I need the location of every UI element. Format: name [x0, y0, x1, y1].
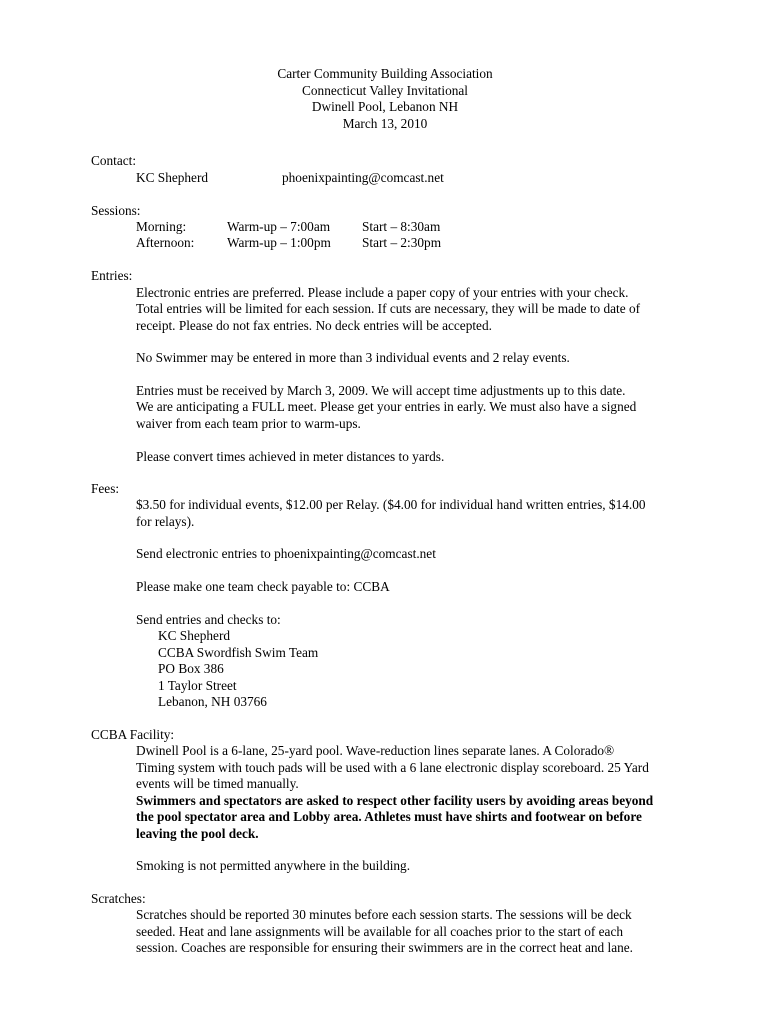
facility-text: Timing system with touch pads will be used with a 6 lane electronic display scoreboard. 25 Yard — [136, 760, 649, 775]
address-line: 1 Taylor Street — [158, 678, 237, 693]
morning-label: Morning: — [136, 219, 187, 234]
fees-send-text: Send entries and checks to: — [136, 612, 281, 627]
fees-payable-text: Please make one team check payable to: CCBA — [136, 579, 390, 594]
fees-label: Fees: — [91, 481, 120, 496]
scratches-text: Scratches should be reported 30 minutes before each session starts. The sessions will be deck — [136, 907, 632, 922]
address-line: PO Box 386 — [158, 661, 224, 676]
contact-label: Contact: — [91, 153, 137, 168]
facility-label: CCBA Facility: — [91, 727, 175, 742]
address-line: CCBA Swordfish Swim Team — [158, 645, 319, 660]
entries-convert-text: Please convert times achieved in meter distances to yards. — [136, 449, 445, 464]
fees-text: for relays). — [136, 514, 195, 529]
entries-text: Total entries will be limited for each session. If cuts are necessary, they will be made to date of — [136, 301, 641, 316]
morning-start: Start – 8:30am — [362, 219, 441, 234]
entries-deadline-text: waiver from each team prior to warm-ups. — [136, 416, 361, 431]
meet-location: Dwinell Pool, Lebanon NH — [311, 99, 459, 115]
facility-text: Dwinell Pool is a 6-lane, 25-yard pool. Wave-reduction lines separate lanes. A Colorado® — [136, 743, 615, 758]
facility-notice: leaving the pool deck. — [136, 826, 259, 841]
entries-limit-text: No Swimmer may be entered in more than 3 individual events and 2 relay events. — [136, 350, 570, 365]
meet-name: Connecticut Valley Invitational — [302, 82, 468, 98]
afternoon-warmup: Warm-up – 1:00pm — [227, 235, 331, 250]
facility-notice: the pool spectator area and Lobby area. Athletes must have shirts and footwear on before — [136, 809, 642, 824]
document-header — [0, 66, 770, 132]
fees-email-text: Send electronic entries to phoenixpainting@comcast.net — [136, 546, 436, 561]
fees-text: $3.50 for individual events, $12.00 per Relay. ($4.00 for individual hand written entries, $14.00 — [136, 497, 646, 512]
address-line: Lebanon, NH 03766 — [158, 694, 267, 709]
entries-text: Electronic entries are preferred. Please include a paper copy of your entries with your check. — [136, 285, 629, 300]
afternoon-label: Afternoon: — [136, 235, 195, 250]
contact-email: phoenixpainting@comcast.net — [282, 170, 444, 185]
contact-name: KC Shepherd — [136, 170, 209, 185]
entries-deadline-text: We are anticipating a FULL meet. Please get your entries in early. We must also have a signed — [136, 399, 637, 414]
entries-deadline-text: Entries must be received by March 3, 2009. We will accept time adjustments up to this date. — [136, 383, 626, 398]
scratches-label: Scratches: — [91, 891, 146, 906]
scratches-text: session. Coaches are responsible for ensuring their swimmers are in the correct heat and lane. — [136, 940, 633, 955]
sessions-label: Sessions: — [91, 203, 141, 218]
smoking-text: Smoking is not permitted anywhere in the building. — [136, 858, 411, 873]
afternoon-start: Start – 2:30pm — [362, 235, 442, 250]
facility-notice: Swimmers and spectators are asked to respect other facility users by avoiding areas beyond — [136, 793, 654, 808]
morning-warmup: Warm-up – 7:00am — [227, 219, 331, 234]
org-name: Carter Community Building Association — [277, 66, 493, 81]
scratches-text: seeded. Heat and lane assignments will be available for all coaches prior to the start of each — [136, 924, 623, 939]
meet-date: March 13, 2010 — [342, 115, 428, 131]
address-line: KC Shepherd — [158, 628, 231, 643]
entries-text: receipt. Please do not fax entries. No deck entries will be accepted. — [136, 318, 492, 333]
entries-label: Entries: — [91, 268, 133, 283]
facility-text: events will be timed manually. — [136, 776, 299, 791]
